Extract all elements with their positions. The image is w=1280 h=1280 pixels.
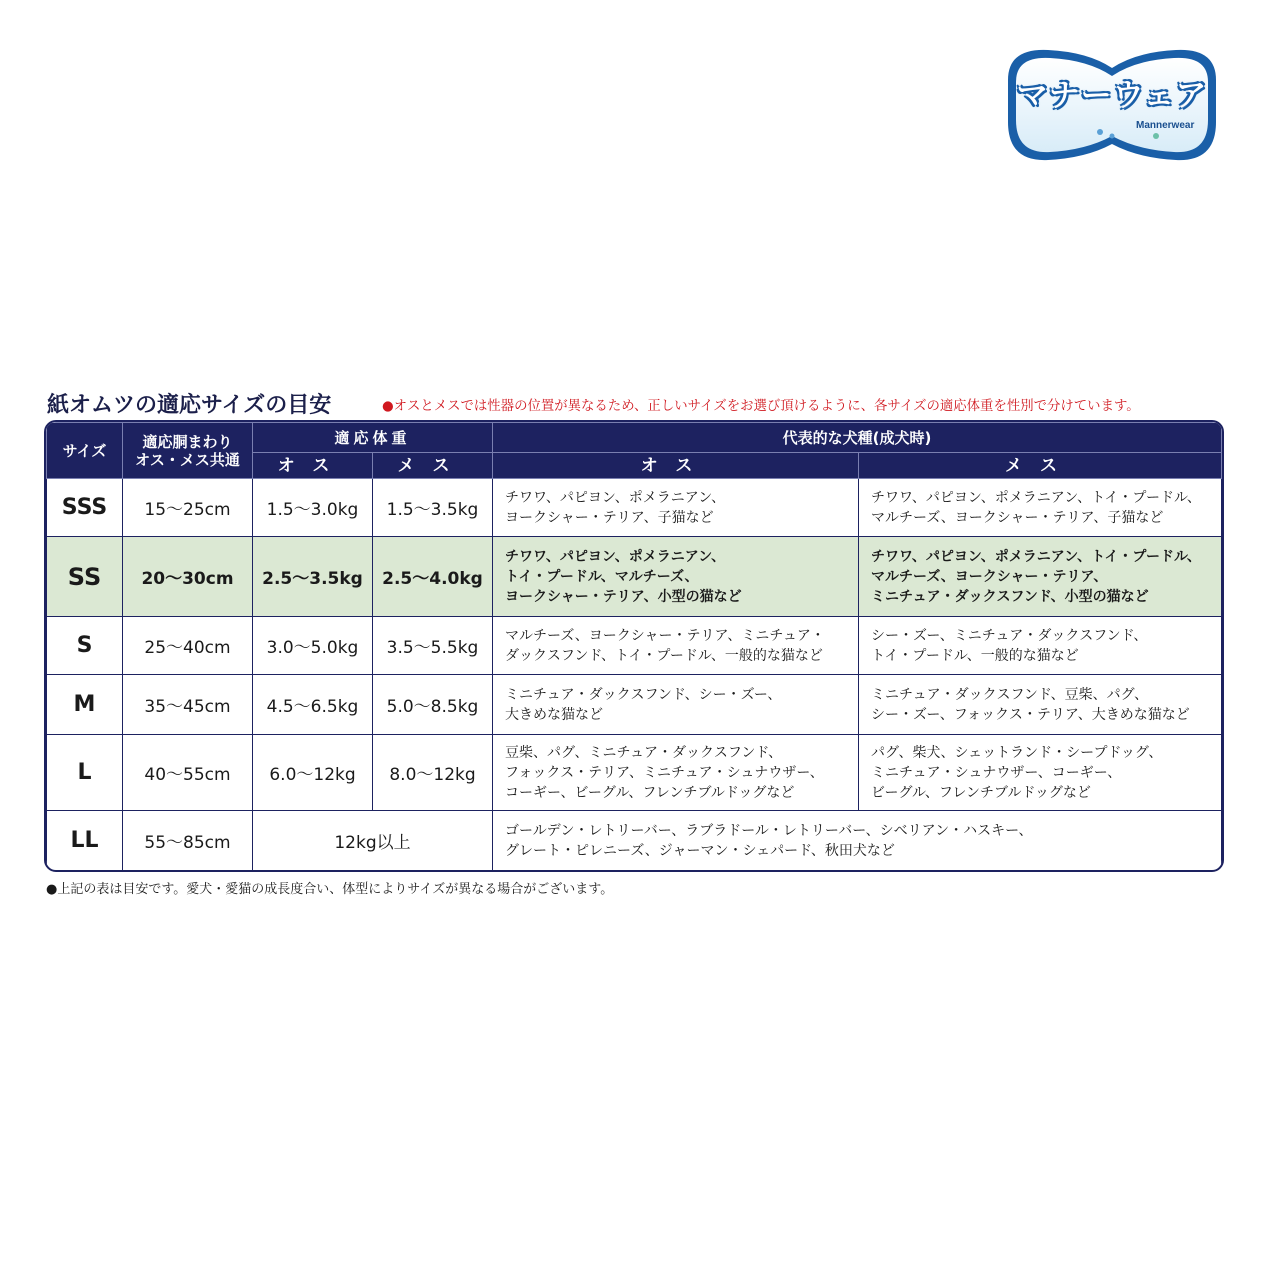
breed-line: 豆柴、パグ、ミニチュア・ダックスフンド、	[505, 744, 783, 761]
header-size: サイズ	[47, 423, 123, 479]
female-weight-cell: 5.0〜8.5kg	[373, 675, 493, 735]
footnote: ●上記の表は目安です。愛犬・愛猫の成長度合い、体型によりサイズが異なる場合がございます。	[46, 882, 614, 897]
waist-cell: 15〜25cm	[123, 479, 253, 537]
male-weight-cell: 6.0〜12kg	[253, 735, 373, 811]
waist-cell: 55〜85cm	[123, 811, 253, 871]
female-weight-cell: 1.5〜3.5kg	[373, 479, 493, 537]
male-weight-cell: 4.5〜6.5kg	[253, 675, 373, 735]
male-breeds-cell	[493, 675, 859, 735]
waist-cell: 20〜30cm	[123, 537, 253, 617]
header-breed: 代表的な犬種(成犬時)	[493, 423, 1222, 453]
breed-line: ミニチュア・ダックスフンド、豆柴、パグ、	[871, 686, 1149, 703]
breed-line: ダックスフンド、トイ・プードル、一般的な猫など	[505, 647, 823, 664]
female-breeds-cell	[859, 617, 1222, 675]
breed-line: シー・ズー、フォックス・テリア、大きめな猫など	[871, 706, 1190, 723]
female-weight-cell: 8.0〜12kg	[373, 735, 493, 811]
table-row	[47, 811, 1222, 871]
breed-line: チワワ、パピヨン、ポメラニアン、トイ・プードル、	[871, 548, 1201, 565]
size-cell: S	[47, 617, 123, 675]
male-breeds-cell	[493, 735, 859, 811]
female-breeds-cell	[859, 735, 1222, 811]
female-breeds-cell	[859, 479, 1222, 537]
table-row	[47, 479, 1222, 537]
breed-line: ヨークシャー・テリア、子猫など	[505, 509, 714, 526]
shared-weight-cell: 12kg以上	[253, 811, 493, 871]
male-breeds-cell	[493, 537, 859, 617]
breed-line: チワワ、パピヨン、ポメラニアン、	[505, 548, 726, 565]
waist-cell: 25〜40cm	[123, 617, 253, 675]
male-weight-cell: 1.5〜3.0kg	[253, 479, 373, 537]
male-breeds-cell	[493, 479, 859, 537]
logo-text: マナーウェア	[1016, 78, 1208, 114]
table-row	[47, 617, 1222, 675]
header-weight-female: メス	[373, 453, 493, 479]
breed-line: ミニチュア・ダックスフンド、シー・ズー、	[505, 686, 782, 703]
size-cell: M	[47, 675, 123, 735]
table-row	[47, 537, 1222, 617]
logo-subtext: Mannerwear	[1136, 120, 1195, 131]
size-cell: LL	[47, 811, 123, 871]
breed-line: トイ・プードル、マルチーズ、	[505, 568, 699, 585]
breed-line: トイ・プードル、一般的な猫など	[871, 647, 1079, 664]
breed-line: 大きめな猫など	[505, 706, 604, 723]
female-breeds-cell	[859, 675, 1222, 735]
size-cell: SSS	[47, 479, 123, 537]
breed-line: ミニチュア・ダックスフンド、小型の猫など	[871, 588, 1149, 605]
breed-line: マルチーズ、ヨークシャー・テリア、子猫など	[871, 509, 1164, 526]
header-breed-female: メス	[859, 453, 1222, 479]
male-weight-cell: 2.5〜3.5kg	[253, 537, 373, 617]
size-cell: SS	[47, 537, 123, 617]
shared-breeds-cell	[493, 811, 1222, 871]
page-title: 紙オムツの適応サイズの目安	[47, 393, 332, 418]
waist-cell: 35〜45cm	[123, 675, 253, 735]
breed-line: ビーグル、フレンチブルドッグなど	[871, 784, 1091, 801]
header-waist-line2: オス・メス共通	[135, 450, 240, 469]
breed-line: フォックス・テリア、ミニチュア・シュナウザー、	[505, 764, 824, 781]
breed-line: チワワ、パピヨン、ポメラニアン、	[505, 489, 726, 506]
breed-line: パグ、柴犬、シェットランド・シープドッグ、	[871, 744, 1163, 761]
header-breed-male: オス	[493, 453, 859, 479]
male-breeds-cell	[493, 617, 859, 675]
breed-line: シー・ズー、ミニチュア・ダックスフンド、	[871, 627, 1148, 644]
gender-note: ●オスとメスでは性器の位置が異なるため、正しいサイズをお選び頂けるように、各サイズの適応体重を性別で分けています。	[382, 399, 1140, 414]
breed-line: ゴールデン・レトリーバー、ラブラドール・レトリーバー、シベリアン・ハスキー、	[505, 822, 1033, 839]
female-weight-cell: 2.5〜4.0kg	[373, 537, 493, 617]
header-waist	[123, 423, 253, 479]
breed-line: チワワ、パピヨン、ポメラニアン、トイ・プードル、	[871, 489, 1201, 506]
male-weight-cell: 3.0〜5.0kg	[253, 617, 373, 675]
header-weight: 適応体重	[253, 423, 493, 453]
breed-line: グレート・ピレニーズ、ジャーマン・シェパード、秋田犬など	[505, 842, 895, 859]
female-breeds-cell	[859, 537, 1222, 617]
size-cell: L	[47, 735, 123, 811]
female-weight-cell: 3.5〜5.5kg	[373, 617, 493, 675]
header-weight-male: オス	[253, 453, 373, 479]
breed-line: ミニチュア・シュナウザー、コーギー、	[871, 764, 1122, 781]
table-row	[47, 675, 1222, 735]
breed-line: コーギー、ビーグル、フレンチブルドッグなど	[505, 784, 795, 801]
table-row	[47, 735, 1222, 811]
breed-line: マルチーズ、ヨークシャー・テリア、ミニチュア・	[505, 627, 825, 644]
brand-logo	[988, 40, 1236, 170]
breed-line: マルチーズ、ヨークシャー・テリア、	[871, 568, 1108, 585]
breed-line: ヨークシャー・テリア、小型の猫など	[505, 588, 742, 605]
size-table	[44, 420, 1224, 872]
header-waist-line1: 適応胴まわり	[142, 432, 233, 451]
waist-cell: 40〜55cm	[123, 735, 253, 811]
